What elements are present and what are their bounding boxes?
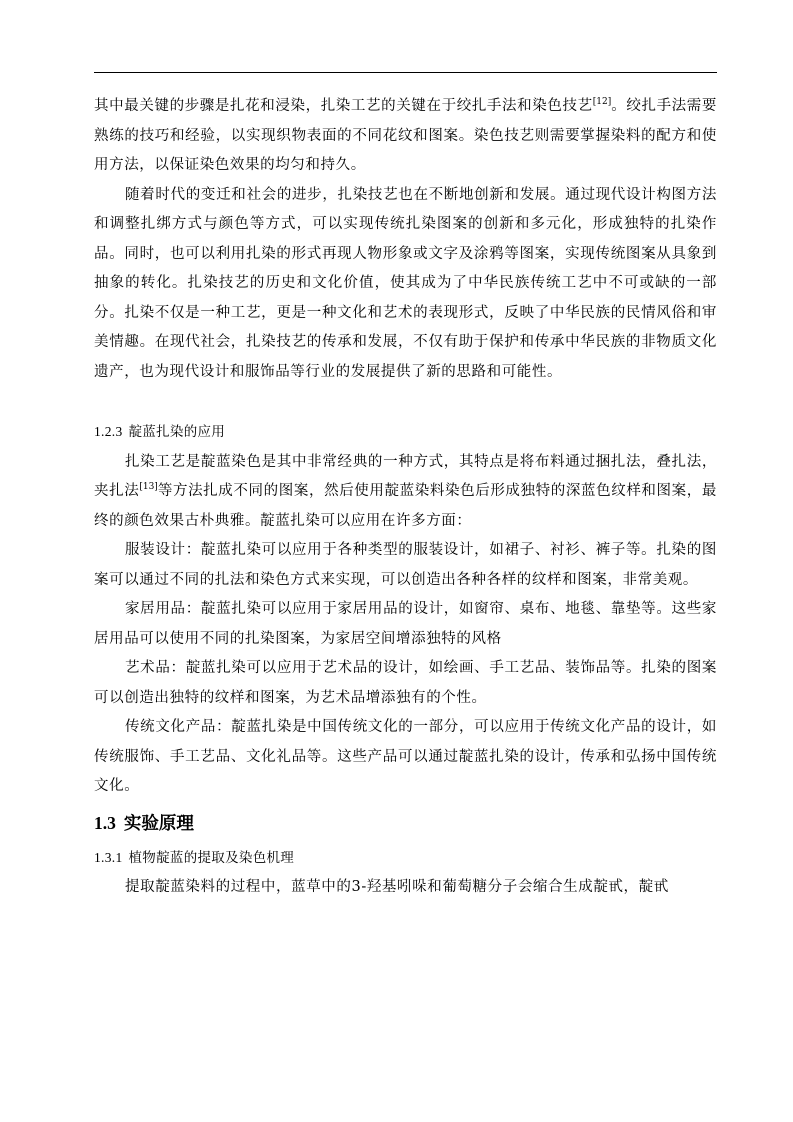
paragraph-3-text-b: 等方法扎成不同的图案，然后使用靛蓝染料染色后形成独特的深蓝色纹样和图案，最终的颜色效果古朴典雅。靛蓝扎染可以应用在许多方面： xyxy=(94,483,717,529)
section-heading-1-3 xyxy=(94,808,717,839)
paragraph-extraction: 提取靛蓝染料的过程中，蓝草中的3-羟基吲哚和葡萄糖分子会缩合生成靛甙，靛甙 xyxy=(125,879,669,895)
paragraph-1-text-a: 其中最关键的步骤是扎花和浸染，扎染工艺的关键在于绞扎手法和染色技艺 xyxy=(94,98,593,114)
section-number: 1.3 xyxy=(94,812,116,833)
citation-13: [13] xyxy=(139,482,158,492)
paragraph-home-goods: 家居用品：靛蓝扎染可以应用于家居用品的设计，如窗帘、桌布、地毯、靠垫等。这些家居用品可以使用不同的扎染图案，为家居空间增添独特的风格 xyxy=(94,601,717,647)
section-title: 植物靛蓝的提取及染色机理 xyxy=(128,849,295,866)
section-number: 1.2.3 xyxy=(94,424,123,439)
paragraph-3 xyxy=(94,448,717,537)
section-title: 靛蓝扎染的应用 xyxy=(128,424,226,440)
paragraph-2: 随着时代的变迁和社会的进步，扎染技艺也在不断地创新和发展。通过现代设计构图方法和调整扎绑方式与颜色等方式，可以实现传统扎染图案的创新和多元化，形成独特的扎染作品。同时，也可以利用扎染的形式再现人物形象或文字及涂鸦等图案，实现传统图案从具象到抽象的转化。扎染技艺的历史和文化价值，使其成为了中华民族传统工艺中不可或缺的一部分。扎染不仅是一种工艺，更是一种文化和艺术的表现形式，反映了中华民族的民情风俗和审美情趣。在现代社会，扎染技艺的传承和发展，不仅有助于保护和传承中华民族的非物质文化遗产，也为现代设计和服饰品等行业的发展提供了新的思路和可能性。 xyxy=(94,186,717,380)
section-heading-1-3-1 xyxy=(94,843,717,874)
paragraph-artwork: 艺术品：靛蓝扎染可以应用于艺术品的设计，如绘画、手工艺品、装饰品等。扎染的图案可以创造出独特的纹样和图案，为艺术品增添独有的个性。 xyxy=(94,660,717,706)
paragraph-3-text-a: 扎染工艺是靛蓝染色是其中非常经典的一种方式，其特点是将布料通过捆扎法，叠扎法，夹扎法 xyxy=(94,453,717,499)
header-rule xyxy=(94,72,717,73)
paragraph-1 xyxy=(94,92,717,181)
paragraph-1-text-b: 。绞扎手法需要熟练的技巧和经验，以实现织物表面的不同花纹和图案。染色技艺则需要掌握染料的配方和使用方法，以保证染色效果的均匀和持久。 xyxy=(94,98,718,173)
section-number: 1.3.1 xyxy=(94,849,123,865)
page-body xyxy=(94,92,717,903)
paragraph-cultural-products: 传统文化产品：靛蓝扎染是中国传统文化的一部分，可以应用于传统文化产品的设计，如传统服饰、手工艺品、文化礼品等。这些产品可以通过靛蓝扎染的设计，传承和弘扬中国传统文化。 xyxy=(94,719,717,794)
section-heading-1-2-3 xyxy=(94,417,717,448)
citation-12: [12] xyxy=(592,97,612,107)
spacer xyxy=(94,387,717,417)
paragraph-clothing-design: 服装设计：靛蓝扎染可以应用于各种类型的服装设计，如裙子、衬衫、裤子等。扎染的图案可以通过不同的扎法和染色方式来实现，可以创造出各种各样的纹样和图案，非常美观。 xyxy=(94,542,717,588)
section-title: 实验原理 xyxy=(123,813,194,834)
